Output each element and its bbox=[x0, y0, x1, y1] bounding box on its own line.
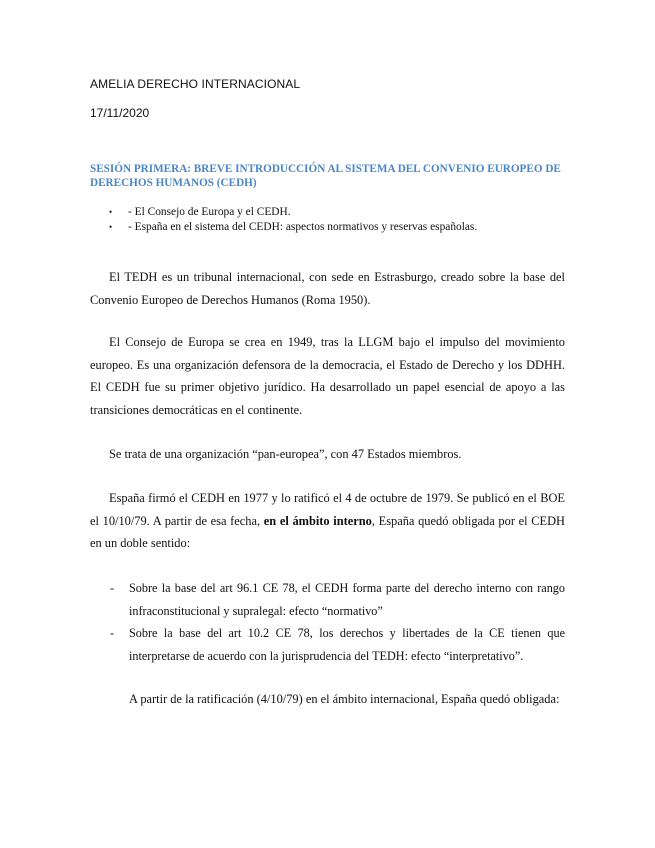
session-topics-list bbox=[90, 205, 565, 235]
topic-text: - El Consejo de Europa y el CEDH. bbox=[128, 206, 291, 218]
list-item bbox=[90, 577, 565, 622]
paragraph-consejo-europa: El Consejo de Europa se crea en 1949, tras la LLGM bajo el impulso del movimiento europeo. Es una organización defensora de la democracia, el Estado de Derecho y los DDHH. El CEDH fue su primer objetivo jurídico. Ha desarrollado un papel esencial de apoyo a las transiciones democráticas en el continente. bbox=[90, 335, 565, 417]
paragraph-tedh: El TEDH es un tribunal internacional, con sede en Estrasburgo, creado sobre la base del Convenio Europeo de Derechos Humanos (Roma 1950). bbox=[90, 270, 565, 307]
topic-text: - España en el sistema del CEDH: aspectos normativos y reservas españolas. bbox=[128, 221, 478, 233]
bullet-icon: • bbox=[109, 207, 113, 217]
author-heading: AMELIA DERECHO INTERNACIONAL bbox=[90, 77, 301, 91]
list-item bbox=[90, 622, 565, 667]
dash-icon: - bbox=[110, 626, 115, 641]
paragraph-text: , España quedó obligada por el CEDH en un doble sentido: bbox=[90, 513, 565, 551]
list-item bbox=[90, 220, 565, 235]
session-title: SESIÓN PRIMERA: BREVE INTRODUCCIÓN AL SISTEMA DEL CONVENIO EUROPEO DE DERECHOS HUMANOS (CEDH) bbox=[90, 163, 561, 189]
paragraph-ratificacion bbox=[90, 487, 565, 555]
bullet-icon: • bbox=[109, 222, 113, 232]
list-item bbox=[90, 205, 565, 220]
effects-list bbox=[90, 577, 565, 667]
effect-text: Sobre la base del art 96.1 CE 78, el CEDH forma parte del derecho interno con rango infraconstitucional y supralegal: efecto “normativo” bbox=[129, 581, 565, 618]
paragraph-ambito-internacional: A partir de la ratificación (4/10/79) en el ámbito internacional, España quedó obligada: bbox=[129, 692, 560, 706]
effect-text: Sobre la base del art 10.2 CE 78, los derechos y libertades de la CE tienen que interpretarse de acuerdo con la jurisprudencia del TEDH: efecto “interpretativo”. bbox=[129, 626, 565, 663]
bold-phrase: en el ámbito interno bbox=[263, 513, 372, 528]
paragraph-text: España firmó el CEDH en 1977 y lo ratificó el 4 de octubre de 1979. Se publicó en el BOE el 10/10/79. A partir de esa fecha, bbox=[90, 491, 565, 528]
document-date: 17/11/2020 bbox=[90, 106, 150, 120]
dash-icon: - bbox=[110, 581, 115, 595]
paragraph-pan-europea: Se trata de una organización “pan-europea”, con 47 Estados miembros. bbox=[109, 447, 462, 461]
